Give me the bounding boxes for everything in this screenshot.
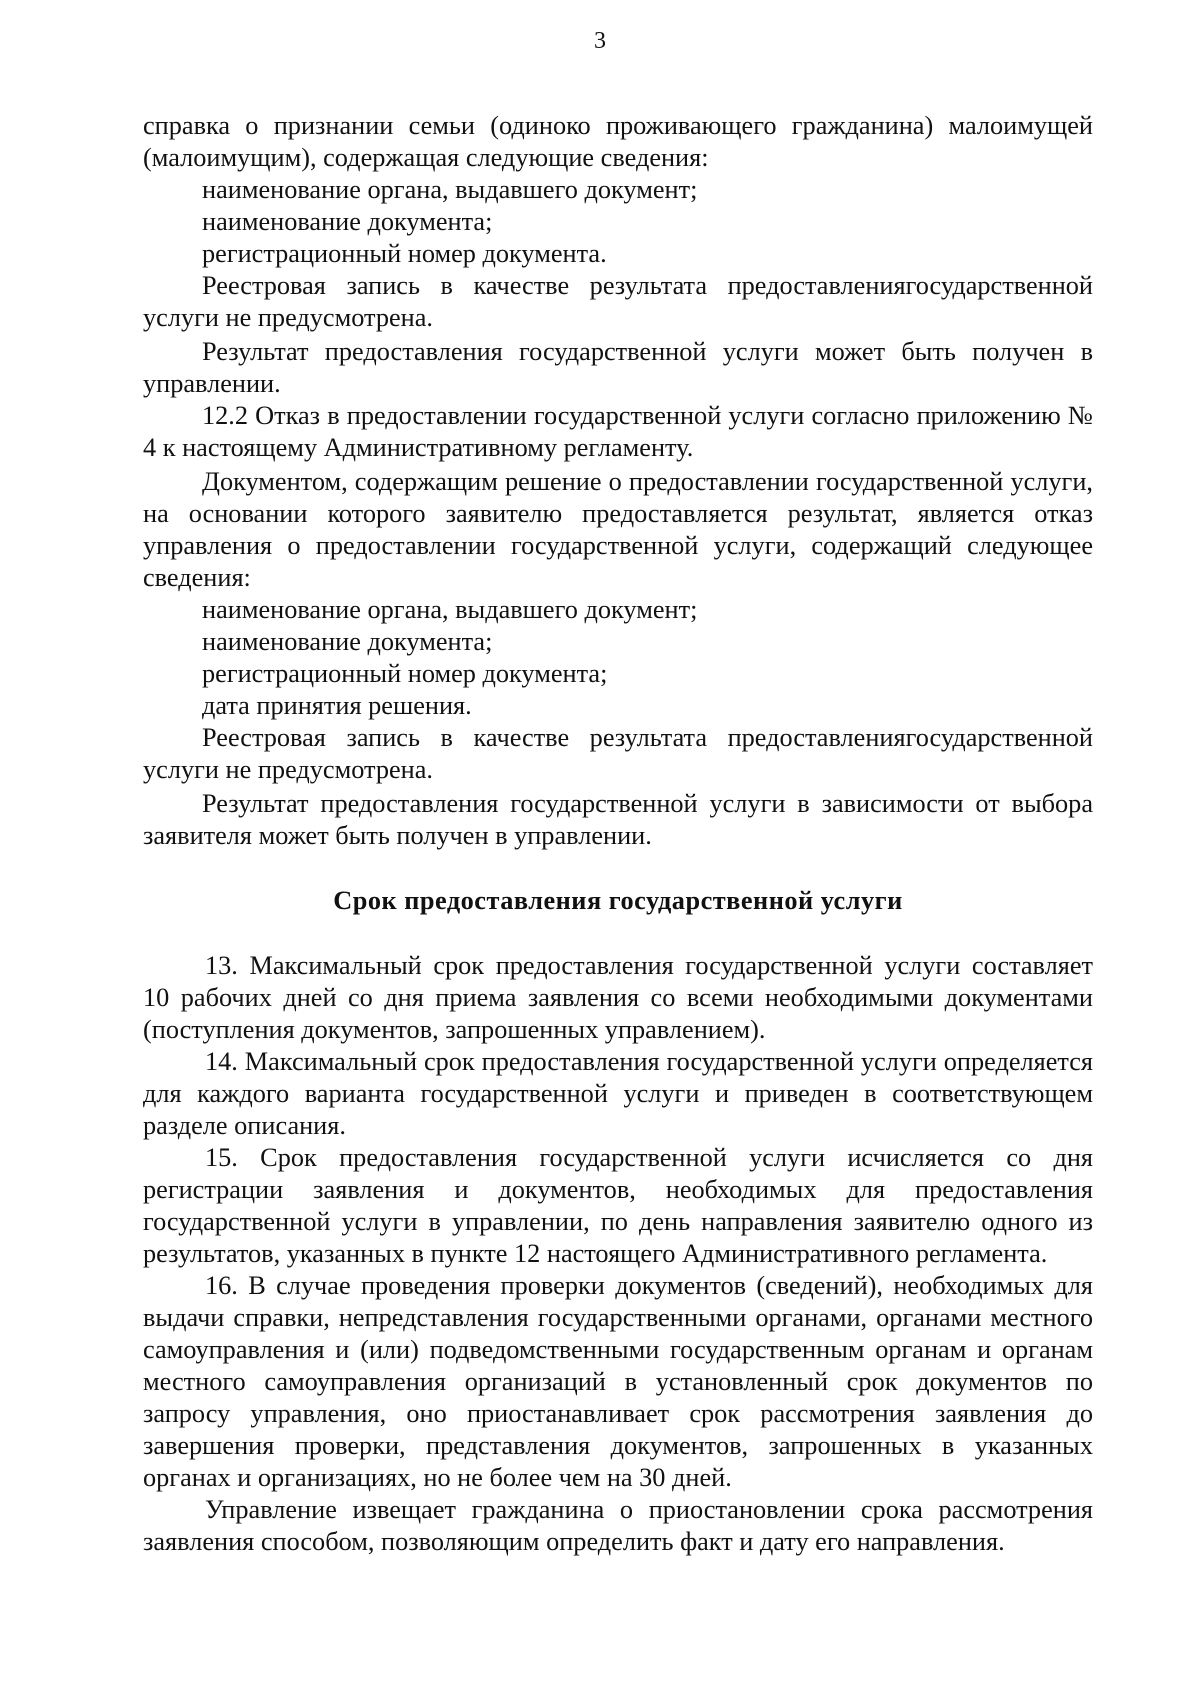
list-item: наименование органа, выдавшего документ; [202, 175, 698, 204]
paragraph-13: 13. Максимальный срок предоставления государственной услуги составляет 10 рабочих дней со дня приема заявления со всеми необходимыми документами (поступления документов, запрошенных управлением). [143, 951, 1093, 1044]
paragraph-14: 14. Максимальный срок предоставления государственной услуги определяется для каждого варианта государственной услуги и приведен в соответствующем разделе описания. [143, 1047, 1093, 1140]
paragraph-result-receipt: Результат предоставления государственной услуги может быть получен в управлении. [143, 337, 1093, 398]
list-item: регистрационный номер документа; [202, 659, 608, 688]
page-number: 3 [594, 28, 606, 54]
document-body [143, 110, 1093, 1558]
paragraph-12-2: 12.2 Отказ в предоставлении государственной услуги согласно приложению № 4 к настоящему Административному регламенту. [143, 401, 1093, 462]
paragraph-registry-note: Реестровая запись в качестве результата предоставлениягосударственной услуги не предусмотрена. [143, 271, 1093, 332]
list-item: наименование органа, выдавшего документ; [202, 595, 698, 624]
paragraph-registry-note: Реестровая запись в качестве результата предоставлениягосударственной услуги не предусмотрена. [143, 723, 1093, 784]
paragraph-result-receipt: Результат предоставления государственной услуги в зависимости от выбора заявителя может быть получен в управлении. [143, 789, 1093, 850]
list-item: дата принятия решения. [202, 691, 472, 720]
list-item: регистрационный номер документа. [202, 239, 607, 268]
paragraph-certificate: справка о признании семьи (одиноко проживающего гражданина) малоимущей (малоимущим), содержащая следующие сведения: [143, 111, 1093, 172]
list-item: наименование документа; [202, 627, 493, 656]
section-heading: Срок предоставления государственной услуги [333, 886, 903, 915]
list-item: наименование документа; [202, 207, 493, 236]
paragraph-refusal-document: Документом, содержащим решение о предоставлении государственной услуги, на основании которого заявителю предоставляется результат, является отказ управления о предоставлении государственной услуги, содержащий следующее сведения: [143, 467, 1093, 592]
paragraph-notification: Управление извещает гражданина о приостановлении срока рассмотрения заявления способом, позволяющим определить факт и дату его направления. [143, 1495, 1093, 1556]
paragraph-16: 16. В случае проведения проверки документов (сведений), необходимых для выдачи справки, непредставления государственными органами, органами местного самоуправления и (или) подведомственными государственным органам и органам местного самоуправления организаций в установленный срок документов по запросу управления, оно приостанавливает срок рассмотрения заявления до завершения проверки, представления документов, запрошенных в указанных органах и организациях, но не более чем на 30 дней. [143, 1271, 1093, 1492]
paragraph-15: 15. Срок предоставления государственной услуги исчисляется со дня регистрации заявления и документов, необходимых для предоставления государственной услуги в управлении, по день направления заявителю одного из результатов, указанных в пункте 12 настоящего Административного регламента. [143, 1143, 1093, 1268]
